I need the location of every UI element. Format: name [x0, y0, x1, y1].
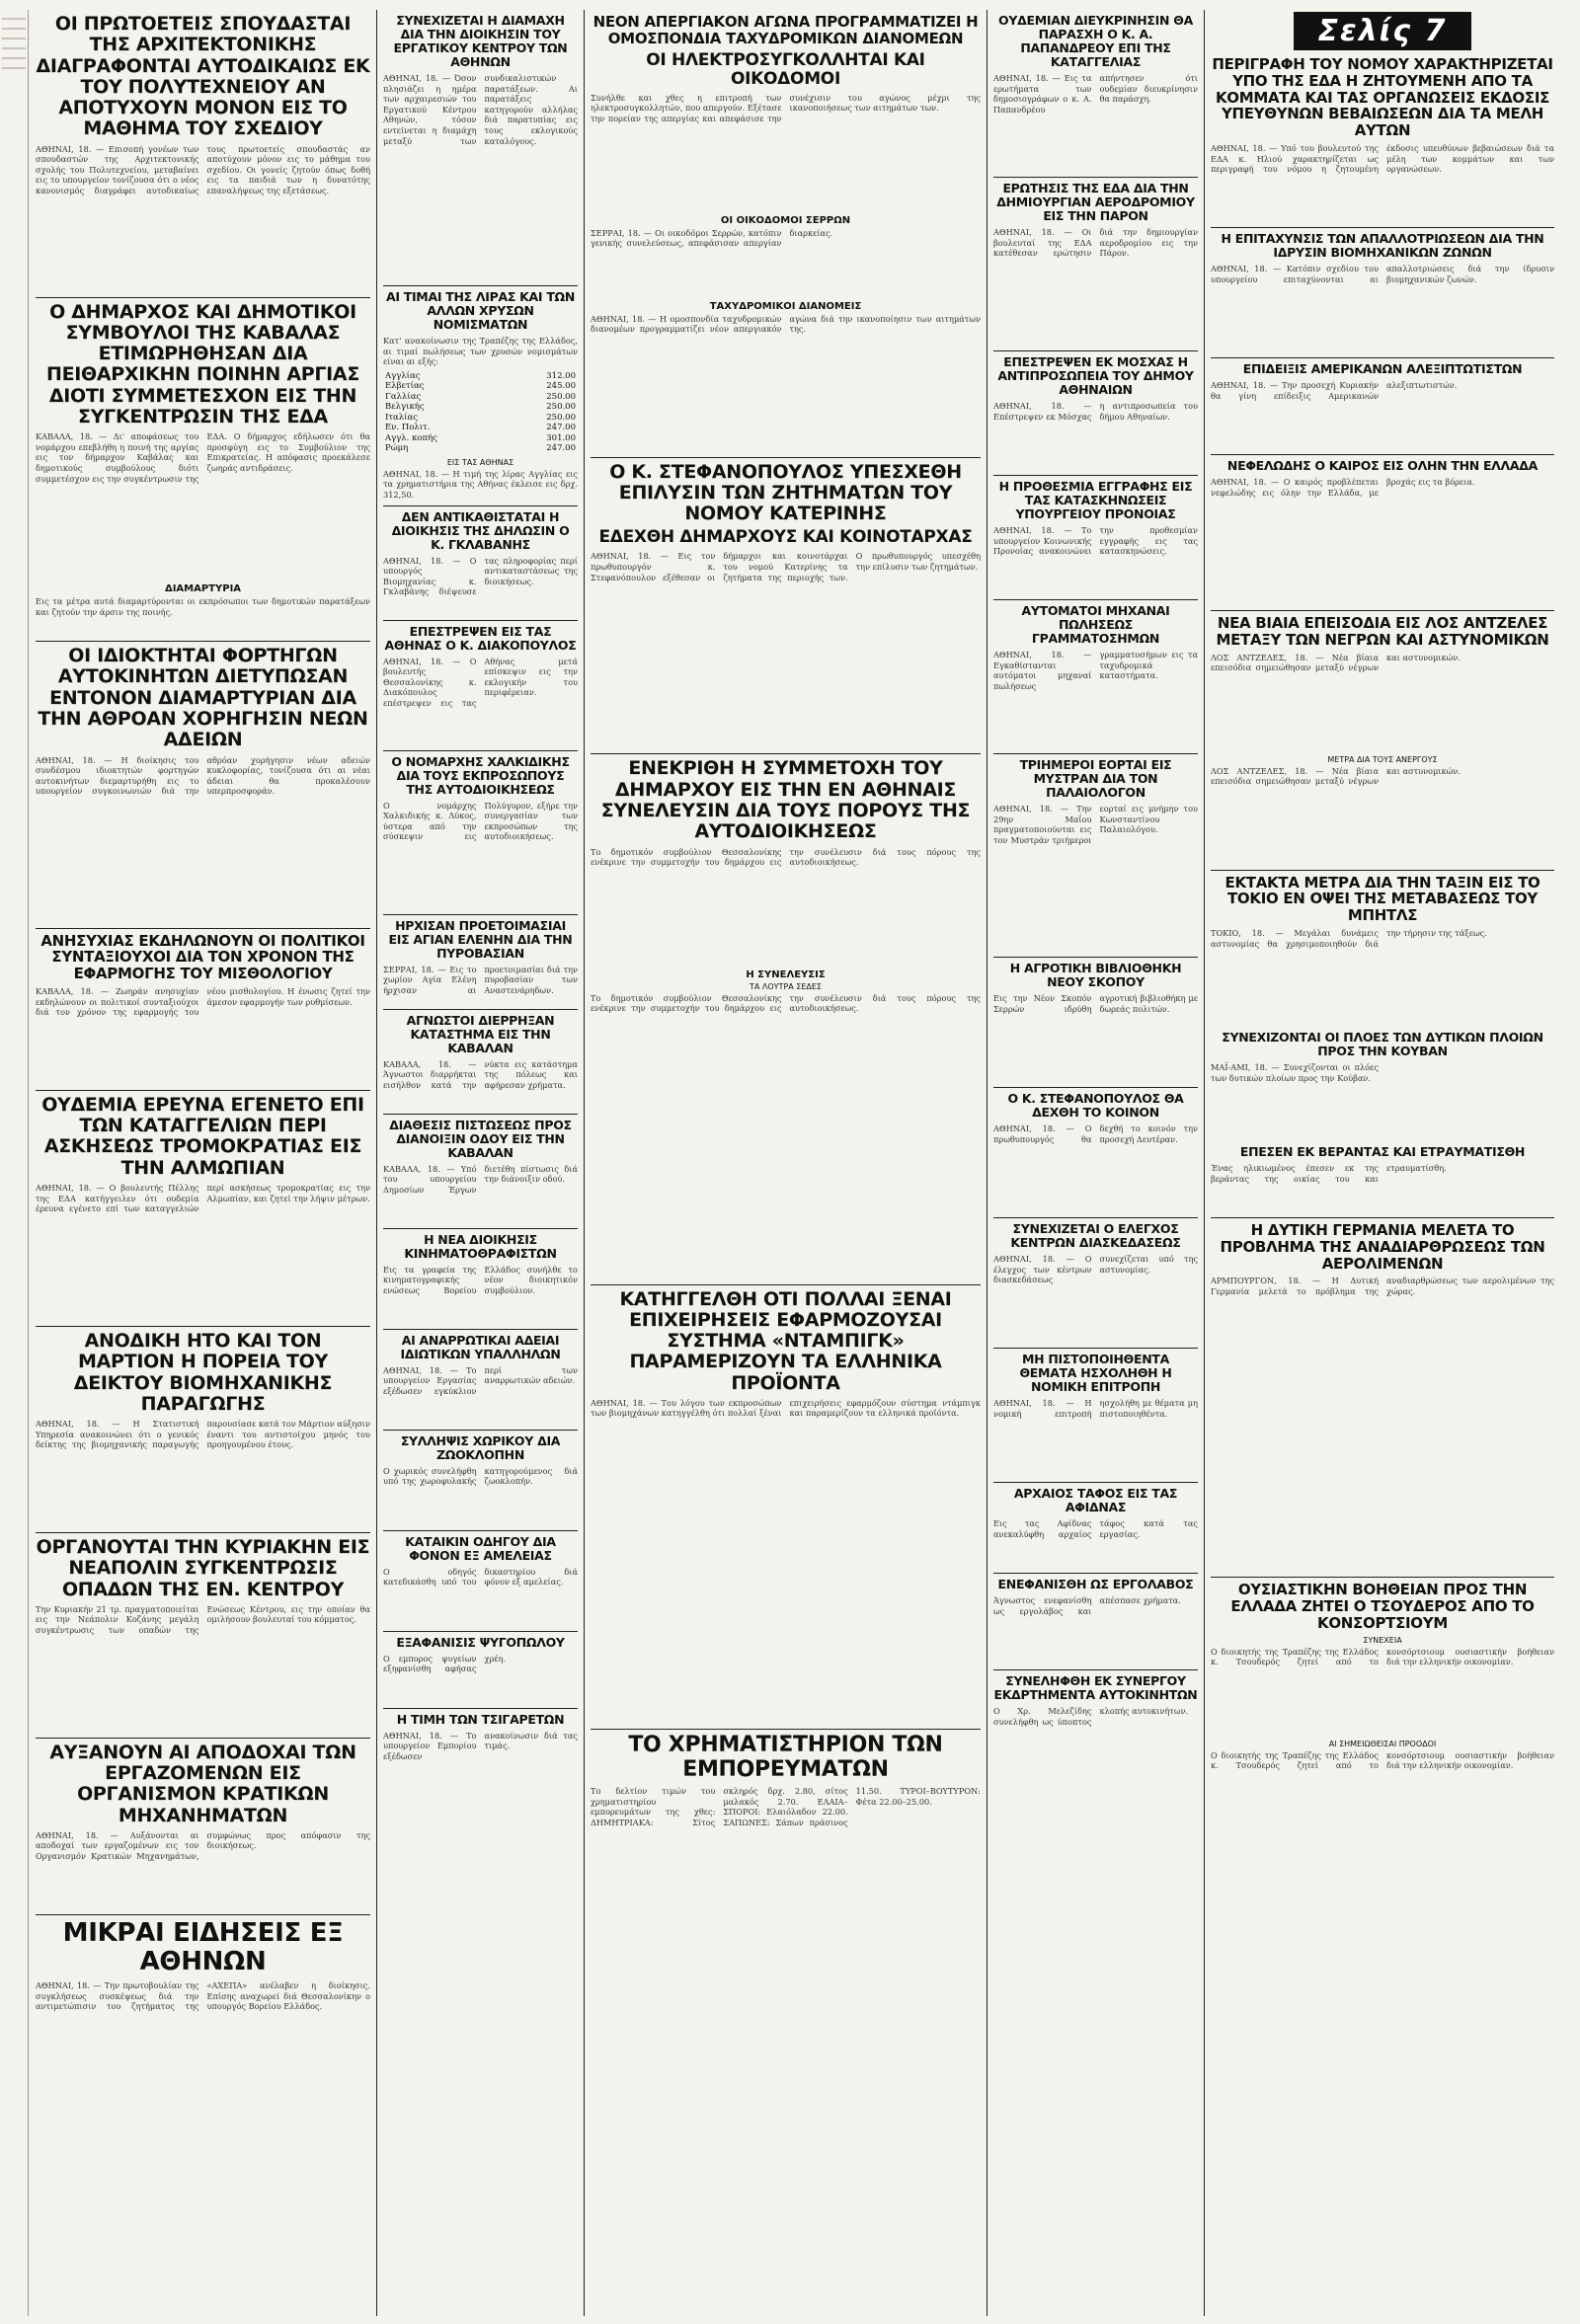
article-text: ΑΘΗΝΑΙ, 18. — Εις τα ερωτήματα των δημοσιογράφων ο κ. Α. Παπανδρέου απήντησεν ότι ουδεμίαν διευκρίνησιν θα παράσχη. — [993, 73, 1198, 115]
headline: ΟΙ ΗΛΕΚΤΡΟΣΥΓΚΟΛΛΗΤΑΙ ΚΑΙ ΟΙΚΟΔΟΜΟΙ — [646, 49, 925, 89]
article-text: ΚΑΒΑΛΑ, 18. — Άγνωστοι διαρρήκται εισήλθον κατά την νύκτα εις κατάστημα της πόλεως και αφήρεσαν χρήματα. — [383, 1058, 578, 1090]
article-text: Ο νομάρχης Χαλκιδικής κ. Λύκος, ύστερα από την σύσκεψιν εις Πολύγυρον, εξήρε την συνεργασίαν των εκπροσώπων της αυτοδιοικήσεως. — [383, 800, 578, 842]
headline: ΕΞΑΦΑΝΙΣΙΣ ΨΥΓΟΠΩΛΟΥ — [396, 1634, 565, 1650]
article-text: ΑΘΗΝΑΙ, 18. — Η διοίκησις του συνδέσμου ιδιοκτητών φορτηγών αυτοκινήτων διεμαρτυρήθη εις το υπουργείον συγκοινωνιών διά την αθρόαν χορήγησιν νέων αδειών κυκλοφορίας, τονίζουσα ότι αι νέαι άδειαι θα προκαλέσουν υπερπροσφοράν. — [36, 754, 370, 797]
price-row — [383, 443, 578, 454]
article-text: ΑΘΗΝΑΙ, 18. — Η ομοσπονδία ταχυδρομικών διανομέων προγραμματίζει νέον απεργιακόν αγώνα διά την ικανοποίησιν των αιτημάτων της. — [591, 313, 981, 335]
article-text: ΣΕΡΡΑΙ, 18. — Εις το χωρίον Αγία Ελένη ήρχισαν αι προετοιμασίαι διά την πυροβασίαν των Αναστενάρηδων. — [383, 964, 578, 995]
article-text: Το δημοτικόν συμβούλιον Θεσσαλονίκης ενέκρινε την συμμετοχήν του δημάρχου εις την συνέλευσιν διά τους πόρους της αυτοδιοικήσεως. — [591, 846, 981, 868]
article-text: Ο χωρικός συνελήφθη υπό της χωροφυλακής κατηγορούμενος διά ζωοκλοπήν. — [383, 1465, 578, 1487]
subheading: ΜΕΤΡΑ ΔΙΑ ΤΟΥΣ ΑΝΕΡΓΟΥΣ — [1327, 754, 1438, 764]
price-row — [383, 413, 578, 424]
headline: ΟΡΓΑΝΟΥΤΑΙ ΤΗΝ ΚΥΡΙΑΚΗΝ ΕΙΣ ΝΕΑΠΟΛΙΝ ΣΥΓΚΕΝΤΡΩΣΙΣ ΟΠΑΔΩΝ ΤΗΣ ΕΝ. ΚΕΝΤΡΟΥ — [36, 1536, 370, 1600]
article-text: ΑΘΗΝΑΙ, 18. — Όσον πλησιάζει η ημέρα των αρχαιρεσιών του Εργατικού Κέντρου Αθηνών, τόσον εντείνεται η διαμάχη μεταξύ των συνδικαλιστικών παρατάξεων. Αι παρατάξεις κατηγορούν αλλήλας διά παρατυπίας εις τους εκλογικούς καταλόγους. — [383, 73, 578, 146]
headline: ΑΓΝΩΣΤΟΙ ΔΙΕΡΡΗΞΑΝ ΚΑΤΑΣΤΗΜΑ ΕΙΣ ΤΗΝ ΚΑΒΑΛΑΝ — [406, 1012, 555, 1055]
headline: ΟΙ ΙΔΙΟΚΤΗΤΑΙ ΦΟΡΤΗΓΩΝ ΑΥΤΟΚΙΝΗΤΩΝ ΔΙΕΤΥΠΩΣΑΝ ΕΝΤΟΝΟΝ ΔΙΑΜΑΡΤΥΡΙΑΝ ΔΙΑ ΤΗΝ ΑΘΡΟΑΝ ΧΟΡΗΓΗΣΙΝ ΝΕΩΝ ΑΔΕΙΩΝ — [38, 645, 368, 751]
coin-name: Ιταλίας — [385, 412, 419, 423]
coin-name: Εν. Πολιτ. — [385, 423, 431, 433]
article-text: ΑΘΗΝΑΙ, 18. — Ο βουλευτής Θεσσαλονίκης κ. Διακόπουλος επέστρεψεν εις τας Αθήνας μετά επίσκεψιν εις την εκλογικήν του περιφέρειαν. — [383, 656, 578, 708]
headline: Ο Κ. ΣΤΕΦΑΝΟΠΟΥΛΟΣ ΥΠΕΣΧΕΘΗ ΕΠΙΛΥΣΙΝ ΤΩΝ ΖΗΤΗΜΑΤΩΝ ΤΟΥ ΝΟΜΟΥ ΚΑΤΕΡΙΝΗΣ — [609, 460, 962, 525]
article-text: ΚΑΒΑΛΑ, 18. — Δι' αποφάσεως του νομάρχου επεβλήθη η ποινή της αργίας εις τον δήμαρχον Καβάλας και δημοτικούς συμβούλους διότι συμμετέσχον εις την συγκέντρωσιν της ΕΔΑ. Ο δήμαρχος εδήλωσεν ότι θα προσφύγη εις το Συμβούλιον της Επικρατείας. Η απόφασις προεκάλεσε ζωηράς αντιδράσεις. — [36, 431, 370, 484]
headline: ΕΠΕΣΤΡΕΨΕΝ ΕΚ ΜΟΣΧΑΣ Η ΑΝΤΙΠΡΟΣΩΠΕΙΑ ΤΟΥ ΔΗΜΟΥ ΑΘΗΝΑΙΩΝ — [997, 354, 1194, 397]
article-text: ΣΕΡΡΑΙ, 18. — Οι οικοδόμοι Σερρών, κατόπιν γενικής συνελεύσεως, απεφάσισαν απεργίαν διαρκείας. — [591, 227, 833, 249]
article-text: Ο διοικητής της Τραπέζης της Ελλάδος κ. Τσουδερός ζητεί από το κονσόρτσιουμ ουσιαστικήν βοήθειαν διά την ελληνικήν οικονομίαν. — [1211, 1749, 1554, 1771]
article-text: Ένας ηλικιωμένος έπεσεν εκ της βεράντας της οικίας του και ετραυματίσθη. — [1211, 1162, 1447, 1184]
headline: ΑΝΟΔΙΚΗ ΗΤΟ ΚΑΙ ΤΟΝ ΜΑΡΤΙΟΝ Η ΠΟΡΕΙΑ ΤΟΥ ΔΕΙΚΤΟΥ ΒΙΟΜΗΧΑΝΙΚΗΣ ΠΑΡΑΓΩΓΗΣ — [73, 1329, 333, 1415]
article-text: ΚΑΒΑΛΑ, 18. — Ζωηράν ανησυχίαν εκδηλώνουν οι πολιτικοί συνταξιούχοι διά τον χρόνον της εφαρμογής του νέου μισθολογίου. Η ένωσις ζητεί την άμεσον εφαρμογήν των ρυθμίσεων. — [36, 985, 370, 1018]
coin-name: Βελγικής — [385, 402, 425, 413]
headline: ΑΙ ΤΙΜΑΙ ΤΗΣ ΛΙΡΑΣ ΚΑΙ ΤΩΝ ΑΛΛΩΝ ΧΡΥΣΩΝ ΝΟΜΙΣΜΑΤΩΝ — [385, 289, 576, 332]
subheading: Η ΣΥΝΕΛΕΥΣΙΣ — [746, 968, 826, 980]
headline: ΣΥΝΕΧΙΖΕΤΑΙ Η ΔΙΑΜΑΧΗ ΔΙΑ ΤΗΝ ΔΙΟΙΚΗΣΙΝ ΤΟΥ ΕΡΓΑΤΙΚΟΥ ΚΕΝΤΡΟΥ ΤΩΝ ΑΘΗΝΩΝ — [393, 13, 568, 69]
article-text: ΚΑΒΑΛΑ, 18. — Υπό του υπουργείου Δημοσίων Έργων διετέθη πίστωσις διά την διάνοιξιν οδού. — [383, 1163, 578, 1195]
price-row — [383, 423, 578, 433]
coin-price: 247.00 — [546, 443, 576, 454]
headline: ΕΔΕΧΘΗ ΔΗΜΑΡΧΟΥΣ ΚΑΙ ΚΟΙΝΟΤΑΡΧΑΣ — [598, 527, 973, 548]
headline: Η ΔΥΤΙΚΗ ΓΕΡΜΑΝΙΑ ΜΕΛΕΤΑ ΤΟ ΠΡΟΒΛΗΜΑ ΤΗΣ ΑΝΑΔΙΑΡΘΡΩΣΕΩΣ ΤΩΝ ΑΕΡΟΛΙΜΕΝΩΝ — [1220, 1220, 1545, 1273]
headline: ΕΠΕΣΕΝ ΕΚ ΒΕΡΑΝΤΑΣ ΚΑΙ ΕΤΡΑΥΜΑΤΙΣΘΗ — [1239, 1143, 1526, 1159]
subheading: ΣΥΝΕΧΕΙΑ — [1363, 1635, 1402, 1645]
coin-name: Ελβετίας — [385, 381, 425, 392]
column-1 — [30, 10, 377, 2316]
page-gutter — [0, 10, 29, 2316]
headline: ΔΕΝ ΑΝΤΙΚΑΘΙΣΤΑΤΑΙ Η ΔΙΟΙΚΗΣΙΣ ΤΗΣ ΔΗΛΩΣΙΝ Ο Κ. ΓΚΛΑΒΑΝΗΣ — [391, 508, 570, 552]
article-text: ΑΘΗΝΑΙ, 18. — Την προσεχή Κυριακήν θα γίνη επίδειξις Αμερικανών αλεξιπτωτιστών. — [1211, 379, 1458, 401]
headline: ΣΥΝΕΧΙΖΕΤΑΙ Ο ΕΛΕΓΧΟΣ ΚΕΝΤΡΩΝ ΔΙΑΣΚΕΔΑΣΕΩΣ — [1010, 1221, 1181, 1250]
article-text: Εις τας Αφίδνας ανεκαλύφθη αρχαίος τάφος κατά τας εργασίας. — [993, 1518, 1198, 1539]
headline: ΣΥΝΕΛΗΦΘΗ ΕΚ ΣΥΝΕΡΓΟΥ ΕΚΔΡΤΗΜΕΝΤΑ ΑΥΤΟΚΙΝΗΤΩΝ — [993, 1673, 1198, 1702]
headline: ΠΕΡΙΓΡΑΦΗ ΤΟΥ ΝΟΜΟΥ ΧΑΡΑΚΤΗΡΙΖΕΤΑΙ ΥΠΟ ΤΗΣ ΕΔΑ Η ΖΗΤΟΥΜΕΝΗ ΑΠΟ ΤΑ ΚΟΜΜΑΤΑ ΚΑΙ ΤΑΣ ΟΡΓΑΝΩΣΕΙΣ ΕΚΔΟΣΙΣ ΥΠΕΥΘΥΝΩΝ ΒΕΒΑΙΩΣΕΩΝ ΔΙΑ ΤΑ ΜΕΛΗ ΑΥΤΩΝ — [1212, 55, 1553, 140]
article-text: Την Κυριακήν 21 τρ. πραγματοποιείται εις την Νεάπολιν Κοζάνης μεγάλη συγκέντρωσις των οπαδών της Ενώσεως Κέντρου, εις την οποίαν θα ομιλήσουν βουλευταί του κόμματος. — [36, 1603, 370, 1636]
headline: ΕΚΤΑΚΤΑ ΜΕΤΡΑ ΔΙΑ ΤΗΝ ΤΑΞΙΝ ΕΙΣ ΤΟ ΤΟΚΙΟ ΕΝ ΟΨΕΙ ΤΗΣ ΜΕΤΑΒΑΣΕΩΣ ΤΟΥ ΜΠΗΤΛΣ — [1224, 873, 1540, 925]
article-text: Το δημοτικόν συμβούλιον Θεσσαλονίκης ενέκρινε την συμμετοχήν του δημάρχου εις την συνέλευσιν διά τους πόρους της αυτοδιοικήσεως. — [591, 992, 981, 1014]
article-text: ΑΘΗΝΑΙ, 18. — Επισοπή γονέων των σπουδαστών της Αρχιτεκτονικής σχολής του Πολυτεχνείου, μεταβαίνει εις το υπουργείον τονίζουσα ότι ο νέος κανονισμός διαγράφει αυτοδικαίως τους πρωτοετείς σπουδαστάς αν αποτύχουν μόνον εις το μάθημα του σχεδίου. Οι γονείς ζητούν όπως δοθή εις τα παιδιά των η δυνατότης επαναλήψεως της εξετάσεως. — [36, 143, 370, 195]
article-text: Ο Χρ. Μελεζίδης συνελήφθη ως ύποπτος κλοπής αυτοκινήτων. — [993, 1706, 1189, 1727]
headline: Ο ΝΟΜΑΡΧΗΣ ΧΑΛΚΙΔΙΚΗΣ ΔΙΑ ΤΟΥΣ ΕΚΠΡΟΣΩΠΟΥΣ ΤΗΣ ΑΥΤΟΔΙΟΙΚΗΣΕΩΣ — [391, 753, 570, 797]
headline: ΕΝΕΚΡΙΘΗ Η ΣΥΜΜΕΤΟΧΗ ΤΟΥ ΔΗΜΑΡΧΟΥ ΕΙΣ ΤΗΝ ΕΝ ΑΘΗΝΑΙΣ ΣΥΝΕΛΕΥΣΙΝ ΔΙΑ ΤΟΥΣ ΠΟΡΟΥΣ ΤΗΣ ΑΥΤΟΔΙΟΙΚΗΣΕΩΣ — [600, 757, 971, 843]
article-text: Το δελτίον τιμών του χρηματιστηρίου εμπορευμάτων της χθες: ΔΗΜΗΤΡΙΑΚΑ: Σίτος σκληρός δρχ. 2.80, σίτος μαλακός 2.70. ΕΛΑΙΑ–ΣΠΟΡΟΙ: Ελαιόλαδον 22.00. ΣΑΠΩΝΕΣ: Σάπων πράσινος 11.50. ΤΥΡΟΙ–ΒΟΥΤΥΡΟΝ: Φέτα 22.00–25.00. — [591, 1786, 981, 1827]
price-row — [383, 392, 578, 403]
article-text: ΑΘΗΝΑΙ, 18. — Την 29ην Μαΐου πραγματοποιούνται εις τον Μυστράν τριήμεροι εορταί εις μνήμην του Κωνσταντίνου Παλαιολόγου. — [993, 804, 1198, 845]
article-text: ΑΘΗΝΑΙ, 18. — Αυξάνονται αι αποδοχαί των εργαζομένων εις τον Οργανισμόν Κρατικών Μηχανημάτων, συμφώνως προς απόφασιν της διοικήσεως. — [36, 1829, 370, 1862]
gold-prices-table — [383, 371, 578, 454]
article-text: ΑΘΗΝΑΙ, 18. — Ο έλεγχος των κέντρων διασκεδάσεως συνεχίζεται υπό της αστυνομίας. — [993, 1254, 1198, 1285]
article-text: ΛΟΣ ΑΝΤΖΕΛΕΣ, 18. — Νέα βίαια επεισόδια σημειώθησαν μεταξύ νέγρων και αστυνομικών. — [1211, 765, 1461, 787]
headline: ΟΥΔΕΜΙΑΝ ΔΙΕΥΚΡΙΝΗΣΙΝ ΘΑ ΠΑΡΑΣΧΗ Ο Κ. Α. ΠΑΠΑΝΔΡΕΟΥ ΕΠΙ ΤΗΣ ΚΑΤΑΓΓΕΛΙΑΣ — [998, 13, 1193, 69]
headline: ΝΕΟΝ ΑΠΕΡΓΙΑΚΟΝ ΑΓΩΝΑ ΠΡΟΓΡΑΜΜΑΤΙΖΕΙ Η ΟΜΟΣΠΟΝΔΙΑ ΤΑΧΥΔΡΟΜΙΚΩΝ ΔΙΑΝΟΜΕΩΝ — [592, 13, 979, 47]
headline: ΑΡΧΑΙΟΣ ΤΑΦΟΣ ΕΙΣ ΤΑΣ ΑΦΙΔΝΑΣ — [1013, 1486, 1178, 1514]
headline: ΟΥΣΙΑΣΤΙΚΗΝ ΒΟΗΘΕΙΑΝ ΠΡΟΣ ΤΗΝ ΕΛΛΑΔΑ ΖΗΤΕΙ Ο ΤΣΟΥΔΕΡΟΣ ΑΠΟ ΤΟ ΚΟΝΣΟΡΤΣΙΟΥΜ — [1230, 1581, 1535, 1632]
headline: ΝΕΦΕΛΩΔΗΣ Ο ΚΑΙΡΟΣ ΕΙΣ ΟΛΗΝ ΤΗΝ ΕΛΛΑΔΑ — [1226, 457, 1539, 473]
headline: ΕΝΕΦΑΝΙΣΘΗ ΩΣ ΕΡΓΟΛΑΒΟΣ — [997, 1577, 1194, 1591]
headline: ΚΑΤΗΓΓΕΛΘΗ ΟΤΙ ΠΟΛΛΑΙ ΞΕΝΑΙ ΕΠΙΧΕΙΡΗΣΕΙΣ ΕΦΑΡΜΟΖΟΥΣΑΙ ΣΥΣΤΗΜΑ «ΝΤΑΜΠΙΓΚ» ΠΑΡΑΜΕΡΙΖΟΥΝ ΤΑ ΕΛΛΗΝΙΚΑ ΠΡΟΪΟΝΤΑ — [619, 1287, 952, 1394]
price-row — [383, 433, 578, 444]
subheading: ΤΑ ΛΟΥΤΡΑ ΣΕΔΕΣ — [750, 981, 822, 991]
headline: ΗΡΧΙΣΑΝ ΠΡΟΕΤΟΙΜΑΣΙΑΙ ΕΙΣ ΑΓΙΑΝ ΕΛΕΝΗΝ ΔΙΑ ΤΗΝ ΠΥΡΟΒΑΣΙΑΝ — [388, 917, 573, 961]
article-text: Εις την Νέον Σκοπόν Σερρών ιδρύθη αγροτική βιβλιοθήκη με δωρεάς πολιτών. — [993, 993, 1198, 1014]
coin-price: 250.00 — [546, 412, 576, 423]
column-4 — [988, 10, 1205, 2316]
article-text: Συνήλθε και χθες η επιτροπή των ηλεκτροσυγκολλητών, που απεργούν. Εξέτασε την πορείαν της απεργίας και απεφάσισε την συνέχισιν του αγώνος μέχρι της ικανοποιήσεως των αιτημάτων των. — [591, 92, 981, 123]
article-text: ΑΘΗΝΑΙ, 18. — Το υπουργείον Κοινωνικής Προνοίας ανακοινώνει την προθεσμίαν εγγραφής εις τας κατασκηνώσεις. — [993, 525, 1198, 557]
article-text: ΤΟΚΙΟ, 18. — Μεγάλαι δυνάμεις αστυνομίας θα χρησιμοποιηθούν διά την τήρησιν της τάξεως. — [1211, 927, 1487, 949]
article-text: ΑΘΗΝΑΙ, 18. — Το υπουργείον Εργασίας εξέδωσεν εγκύκλιον περί των αναρρωτικών αδειών. — [383, 1364, 578, 1396]
article-text: ΑΘΗΝΑΙ, 18. — Ο πρωθυπουργός θα δεχθή το κοινόν την προσεχή Δευτέραν. — [993, 1123, 1198, 1144]
headline: ΣΥΝΕΧΙΖΟΝΤΑΙ ΟΙ ΠΛΟΕΣ ΤΩΝ ΔΥΤΙΚΩΝ ΠΛΟΙΩΝ ΠΡΟΣ ΤΗΝ ΚΟΥΒΑΝ — [1222, 1029, 1543, 1058]
article-text: Ο εμπορος ψυγείων εξηφανίσθη αφήσας χρέη. — [383, 1653, 507, 1674]
article-text: ΑΡΜΠΟΥΡΓΟΝ, 18. — Η Δυτική Γερμανία μελετά το πρόβλημα της αναδιαρθρώσεως των αερολιμένων της χώρας. — [1211, 1276, 1554, 1296]
article-text: ΑΘΗΝΑΙ, 18. — Η τιμή της λίρας Αγγλίας εις τα χρηματιστήρια της Αθήνας έκλεισε εις δρχ. 312,50. — [383, 468, 578, 500]
coin-price: 245.00 — [546, 381, 576, 392]
headline: Η ΑΓΡΟΤΙΚΗ ΒΙΒΛΙΟΘΗΚΗ ΝΕΟΥ ΣΚΟΠΟΥ — [1009, 961, 1182, 989]
headline: Η ΠΡΟΘΕΣΜΙΑ ΕΓΓΡΑΦΗΣ ΕΙΣ ΤΑΣ ΚΑΤΑΣΚΗΝΩΣΕΙΣ ΥΠΟΥΡΓΕΙΟΥ ΠΡΟΝΟΙΑΣ — [998, 479, 1193, 521]
headline: ΕΡΩΤΗΣΙΣ ΤΗΣ ΕΔΑ ΔΙΑ ΤΗΝ ΔΗΜΙΟΥΡΓΙΑΝ ΑΕΡΟΔΡΟΜΙΟΥ ΕΙΣ ΤΗΝ ΠΑΡΟΝ — [996, 181, 1195, 223]
headline: ΣΥΛΛΗΨΙΣ ΧΩΡΙΚΟΥ ΔΙΑ ΖΩΟΚΛΟΠΗΝ — [400, 1433, 561, 1462]
article-text: ΑΘΗΝΑΙ, 18. — Κατόπιν σχεδίου του υπουργείου επιταχύνονται αι απαλλοτριώσεις διά την ίδρυσιν βιομηχανικών ζωνών. — [1211, 263, 1554, 284]
article-text: Εις τα μέτρα αυτά διαμαρτύρονται οι εκπρόσωποι των δημοτικών παρατάξεων και ζητούν την άρσιν της ποινής. — [36, 596, 370, 617]
article-text: ΑΘΗΝΑΙ, 18. — Υπό του βουλευτού της ΕΔΑ κ. Ηλιού χαρακτηρίζεται ως περιγραφή του νόμου η ζητουμένη έκδοσις υπευθύνων βεβαιώσεων διά τα μέλη των κομμάτων και των οργανώσεων. — [1211, 142, 1554, 175]
headline: ΕΠΕΣΤΡΕΨΕΝ ΕΙΣ ΤΑΣ ΑΘΗΝΑΣ Ο Κ. ΔΙΑΚΟΠΟΥΛΟΣ — [384, 623, 577, 653]
headline: ΟΥΔΕΜΙΑ ΕΡΕΥΝΑ ΕΓΕΝΕΤΟ ΕΠΙ ΤΩΝ ΚΑΤΑΓΓΕΛΙΩΝ ΠΕΡΙ ΑΣΚΗΣΕΩΣ ΤΡΟΜΟΚΡΑΤΙΑΣ ΕΙΣ ΤΗΝ ΑΛΜΩΠΙΑΝ — [41, 1093, 364, 1179]
coin-price: 312.00 — [546, 370, 576, 381]
subheading: ΤΑΧΥΔΡΟΜΙΚΟΙ ΔΙΑΝΟΜΕΙΣ — [709, 300, 862, 312]
coin-name: Γαλλίας — [385, 391, 422, 402]
headline: Η ΕΠΙΤΑΧΥΝΣΙΣ ΤΩΝ ΑΠΑΛΛΟΤΡΙΩΣΕΩΝ ΔΙΑ ΤΗΝ ΙΔΡΥΣΙΝ ΒΙΟΜΗΧΑΝΙΚΩΝ ΖΩΝΩΝ — [1221, 230, 1544, 260]
article-text: ΑΘΗΝΑΙ, 18. — Ο καιρός προβλέπεται νεφελώδης εις όλην την Ελλάδα, με βροχάς εις τα βόρεια. — [1211, 476, 1475, 498]
headline: ΟΙ ΠΡΩΤΟΕΤΕΙΣ ΣΠΟΥΔΑΣΤΑΙ ΤΗΣ ΑΡΧΙΤΕΚΤΟΝΙΚΗΣ ΔΙΑΓΡΑΦΟΝΤΑΙ ΑΥΤΟΔΙΚΑΙΩΣ ΕΚ ΤΟΥ ΠΟΛΥΤΕΧΝΕΙΟΥ ΑΝ ΑΠΟΤΥΧΟΥΝ ΜΟΝΟΝ ΕΙΣ ΤΟ ΜΑΘΗΜΑ ΤΟΥ ΣΧΕΔΙΟΥ — [36, 13, 370, 140]
headline: ΚΑΤΑΙΚΙΝ ΟΔΗΓΟΥ ΔΙΑ ΦΟΝΟΝ ΕΞ ΑΜΕΛΕΙΑΣ — [405, 1533, 556, 1563]
headline: ΑΥΤΟΜΑΤΟΙ ΜΗΧΑΝΑΙ ΠΩΛΗΣΕΩΣ ΓΡΑΜΜΑΤΟΣΗΜΩΝ — [1021, 603, 1170, 646]
subheading: ΟΙ ΟΙΚΟΔΟΜΟΙ ΣΕΡΡΩΝ — [720, 214, 851, 226]
article-text: ΑΘΗΝΑΙ, 18. — Εγκαθίστανται αυτόματοι μηχαναί πωλήσεως γραμματοσήμων εις τα ταχυδρομικά καταστήματα. — [993, 650, 1198, 691]
coin-price: 250.00 — [546, 402, 576, 413]
article-text: ΑΘΗΝΑΙ, 18. — Επέστρεψεν εκ Μόσχας η αντιπροσωπεία του δήμου Αθηναίων. — [993, 401, 1198, 422]
headline: ΑΝΗΣΥΧΙΑΣ ΕΚΔΗΛΩΝΟΥΝ ΟΙ ΠΟΛΙΤΙΚΟΙ ΣΥΝΤΑΞΙΟΥΧΟΙ ΔΙΑ ΤΟΝ ΧΡΟΝΟΝ ΤΗΣ ΕΦΑΡΜΟΓΗΣ ΤΟΥ ΜΙΣΘΟΛΟΓΙΟΥ — [40, 931, 365, 983]
article-text: ΑΘΗΝΑΙ, 18. — Ο υπουργός Βιομηχανίας κ. Γκλαβάνης διέψευσε τας πληροφορίας περί αντικαταστάσεως της διοικήσεως. — [383, 555, 578, 597]
headline: ΔΙΑΘΕΣΙΣ ΠΙΣΤΩΣΕΩΣ ΠΡΟΣ ΔΙΑΝΟΙΞΙΝ ΟΔΟΥ ΕΙΣ ΤΗΝ ΚΑΒΑΛΑΝ — [389, 1117, 572, 1160]
column-2 — [377, 10, 585, 2316]
coin-name: Αγγλ. κοπής — [385, 432, 437, 443]
subheading: ΔΙΑΜΑΡΤΥΡΙΑ — [164, 583, 242, 595]
coin-price: 247.00 — [546, 423, 576, 433]
article-text: Ο διοικητής της Τραπέζης της Ελλάδος κ. Τσουδερός ζητεί από το κονσόρτσιουμ ουσιαστικήν βοήθειαν διά την ελληνικήν οικονομίαν. — [1211, 1646, 1554, 1667]
headline: ΕΠΙΔΕΙΞΙΣ ΑΜΕΡΙΚΑΝΩΝ ΑΛΕΞΙΠΤΩΤΙΣΤΩΝ — [1242, 360, 1523, 376]
headline: Ο ΔΗΜΑΡΧΟΣ ΚΑΙ ΔΗΜΟΤΙΚΟΙ ΣΥΜΒΟΥΛΟΙ ΤΗΣ ΚΑΒΑΛΑΣ ΕΤΙΜΩΡΗΘΗΣΑΝ ΔΙΑ ΠΕΙΘΑΡΧΙΚΗΝ ΠΟΙΝΗΝ ΑΡΓΙΑΣ ΔΙΟΤΙ ΣΥΜΜΕΤΕΣΧΟΝ ΕΙΣ ΤΗΝ ΣΥΓΚΕΝΤΡΩΣΙΝ ΤΗΣ ΕΔΑ — [45, 300, 360, 427]
subheading: ΕΙΣ ΤΑΣ ΑΘΗΝΑΣ — [446, 457, 514, 467]
column-3 — [585, 10, 988, 2316]
column-5 — [1205, 10, 1560, 2316]
article-text: ΑΘΗΝΑΙ, 18. — Την πρωτοβουλίαν της συγκλήσεως συσκέψεως διά την αντιμετώπισιν του ζητήματος της «ΑΧΕΠΑ» ανέλαβεν η διοίκησις. Επίσης αναχωρεί διά Θεσσαλονίκην ο υπουργός Βορείου Ελλάδος. — [36, 1980, 370, 2012]
article-text: ΑΘΗΝΑΙ, 18. — Η Στατιστική Υπηρεσία ανακοινώνει ότι ο γενικός δείκτης της βιομηχανικής παραγωγής παρουσίασε κατά τον Μάρτιον αύξησιν έναντι του αντιστοίχου μηνός του προηγουμένου έτους. — [36, 1419, 370, 1450]
headline: ΑΥΞΑΝΟΥΝ ΑΙ ΑΠΟΔΟΧΑΙ ΤΩΝ ΕΡΓΑΖΟΜΕΝΩΝ ΕΙΣ ΟΡΓΑΝΙΣΜΟΝ ΚΡΑΤΙΚΩΝ ΜΗΧΑΝΗΜΑΤΩΝ — [49, 1741, 356, 1826]
headline: ΜΙΚΡΑΙ ΕΙΔΗΣΕΙΣ ΕΞ ΑΘΗΝΩΝ — [62, 1917, 344, 1976]
price-row — [383, 402, 578, 413]
headline: ΝΕΑ ΒΙΑΙΑ ΕΠΕΙΣΟΔΙΑ ΕΙΣ ΛΟΣ ΑΝΤΖΕΛΕΣ ΜΕΤΑΞΥ ΤΩΝ ΝΕΓΡΩΝ ΚΑΙ ΑΣΤΥΝΟΜΙΚΩΝ — [1216, 613, 1549, 649]
article-text: ΑΘΗΝΑΙ, 18. — Οι βουλευταί της ΕΔΑ κατέθεσαν ερώτησιν διά την δημιουργίαν αεροδρομίου εις την Πάρον. — [993, 227, 1198, 259]
article-text: ΛΟΣ ΑΝΤΖΕΛΕΣ, 18. — Νέα βίαια επεισόδια σημειώθησαν μεταξύ νέγρων και αστυνομικών. — [1211, 652, 1461, 673]
headline: ΤΡΙΗΜΕΡΟΙ ΕΟΡΤΑΙ ΕΙΣ ΜΥΣΤΡΑΝ ΔΙΑ ΤΟΝ ΠΑΛΑΙΟΛΟΓΟΝ — [1019, 757, 1172, 800]
article-text: ΑΘΗΝΑΙ, 18. — Το υπουργείον Εμπορίου εξέδωσεν ανακοίνωσιν διά τας τιμάς. — [383, 1730, 578, 1761]
headline: Η ΤΙΜΗ ΤΩΝ ΤΣΙΓΑΡΕΤΩΝ — [396, 1711, 565, 1727]
price-row — [383, 381, 578, 392]
headline: Ο Κ. ΣΤΕΦΑΝΟΠΟΥΛΟΣ ΘΑ ΔΕΧΘΗ ΤΟ ΚΟΙΝΟΝ — [1007, 1091, 1184, 1120]
subheading: ΑΙ ΣΗΜΕΙΩΘΕΙΣΑΙ ΠΡΟΟΔΟΙ — [1328, 1739, 1437, 1748]
article-text: Ο οδηγός κατεδικάσθη υπό του δικαστηρίου διά φόνον εξ αμελείας. — [383, 1566, 578, 1588]
coin-name: Ρώμη — [385, 443, 409, 454]
coin-price: 250.00 — [546, 391, 576, 402]
coin-name: Αγγλίας — [385, 370, 421, 381]
headline: ΤΟ ΧΡΗΜΑΤΙΣΤΗΡΙΟΝ ΤΩΝ ΕΜΠΟΡΕΥΜΑΤΩΝ — [628, 1732, 943, 1782]
article-text: Άγνωστος ενεφανίσθη ως εργολάβος και απέσπασε χρήματα. — [993, 1595, 1181, 1616]
headline: ΜΗ ΠΙΣΤΟΠΟΙΗΘΕΝΤΑ ΘΕΜΑΤΑ ΗΣΧΟΛΗΘΗ Η ΝΟΜΙΚΗ ΕΠΙΤΡΟΠΗ — [1019, 1352, 1172, 1394]
article-text: ΑΘΗΝΑΙ, 18. — Εις τον πρωθυπουργόν κ. Στεφανόπουλον εξέθεσαν οι δήμαρχοι και κοινοτάρχαι του νομού Κατερίνης τα ζητήματα της περιοχής των. Ο πρωθυπουργός υπεσχέθη την επίλυσιν των ζητημάτων. — [591, 551, 981, 582]
article-text: ΑΘΗΝΑΙ, 18. — Η νομική επιτροπή ησχολήθη με θέματα μη πιστοποιηθέντα. — [993, 1398, 1198, 1419]
headline: Η ΝΕΑ ΔΙΟΙΚΗΣΙΣ ΚΙΝΗΜΑΤΟΘΡΑΦΙΣΤΩΝ — [404, 1231, 557, 1261]
article-text: ΑΘΗΝΑΙ, 18. — Του λόγου των εκπροσώπων των βιομηχάνων κατηγγέλθη ότι πολλαί ξέναι επιχειρήσεις εφαρμόζουν σύστημα ντάμπιγκ και παραμερίζουν τα ελληνικά προϊόντα. — [591, 1397, 981, 1419]
article-text: ΜΑΪ-ΑΜΙ, 18. — Συνεχίζονται οι πλόες των δυτικών πλοίων προς την Κούβαν. — [1211, 1061, 1379, 1083]
article-text: ΑΘΗΝΑΙ, 18. — Ο βουλευτής Πέλλης της ΕΔΑ κατήγγειλεν ότι ουδεμία έρευνα εγένετο επί των καταγγελιών περί ασκήσεως τρομοκρατίας εις την Αλμωπίαν, και ζητεί την λήψιν μέτρων. — [36, 1182, 370, 1214]
coin-price: 301.00 — [546, 432, 576, 443]
article-text: Εις τα γραφεία της κινηματογραφικής ενώσεως Βορείου Ελλάδος συνήλθε το νέον διοικητικόν συμβούλιον. — [383, 1264, 578, 1295]
page-number-masthead: Σελίς 7 — [1294, 12, 1471, 50]
price-row — [383, 371, 578, 382]
article-text: Κατ' ανακοίνωσιν της Τραπέζης της Ελλάδος, αι τιμαί πωλήσεως των χρυσών νομισμάτων είναι αι εξής: — [383, 336, 578, 367]
headline: ΑΙ ΑΝΑΡΡΩΤΙΚΑΙ ΑΔΕΙΑΙ ΙΔΙΩΤΙΚΩΝ ΥΠΑΛΛΗΛΩΝ — [400, 1332, 561, 1361]
